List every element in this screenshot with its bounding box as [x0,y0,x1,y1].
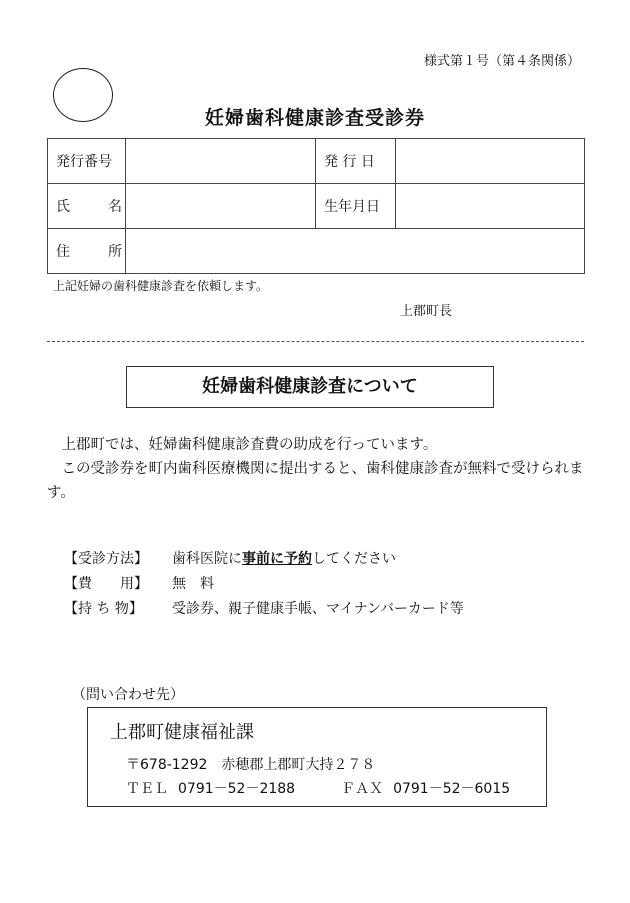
contact-caption: （問い合わせ先） [72,687,184,703]
issue-number-field[interactable] [126,139,316,184]
page-title: 妊婦歯科健康診査受診券 [204,107,425,129]
about-heading: 妊婦歯科健康診査について [126,366,494,408]
contact-address: 〒678-1292 赤穂郡上郡町大持２７８ [126,757,376,773]
issue-date-label: 発 行 日 [316,139,396,184]
fax-number: 0791－52－6015 [393,781,511,797]
method-value [172,547,396,572]
birthdate-label: 生年月日 [316,184,396,229]
info-list [64,547,464,622]
about-paragraph-2: この受診券を町内歯科医療機関に提出すると、歯科健康診査が無料で受けられます。 [47,461,584,501]
form-row-issue [48,139,585,184]
about-paragraph [47,433,587,505]
fax-label: ＦＡＸ [341,781,384,797]
form-row-name [48,184,585,229]
method-label: 【受診方法】 [64,551,148,567]
cost-value: 無 料 [172,576,214,592]
contact-box [87,707,547,807]
info-row-items [64,597,464,622]
cost-label: 【費 用】 [64,576,148,592]
name-label: 氏 名 [48,184,126,229]
method-value-emphasis: 事前に予約 [242,551,312,567]
address-field[interactable] [126,229,585,274]
request-text: 上記妊婦の歯科健康診査を依頼します。 [53,279,269,293]
voucher-form-table [47,138,585,274]
cut-line-divider [47,341,584,342]
tel-label: ＴＥＬ [126,781,168,797]
method-value-post: してください [312,551,396,567]
items-value: 受診券、親子健康手帳、マイナンバーカード等 [172,601,464,617]
address-label: 住 所 [48,229,126,274]
info-row-method [64,547,464,572]
issue-date-field[interactable] [396,139,585,184]
name-field[interactable] [126,184,316,229]
issue-number-label: 発行番号 [48,139,126,184]
contact-department: 上郡町健康福祉課 [110,722,254,743]
birthdate-field[interactable] [396,184,585,229]
about-paragraph-1: 上郡町では、妊婦歯科健康診査費の助成を行っています。 [61,437,438,453]
contact-phone-fax [126,778,520,798]
form-number: 様式第１号（第４条関係） [423,54,580,69]
method-value-pre: 歯科医院に [172,551,242,567]
info-row-cost [64,572,464,597]
form-row-address [48,229,585,274]
items-label: 【持 ち 物】 [64,601,143,617]
mayor-signature: 上郡町長 [400,304,453,319]
tel-number[interactable]: 0791－52－2188 [178,781,296,797]
